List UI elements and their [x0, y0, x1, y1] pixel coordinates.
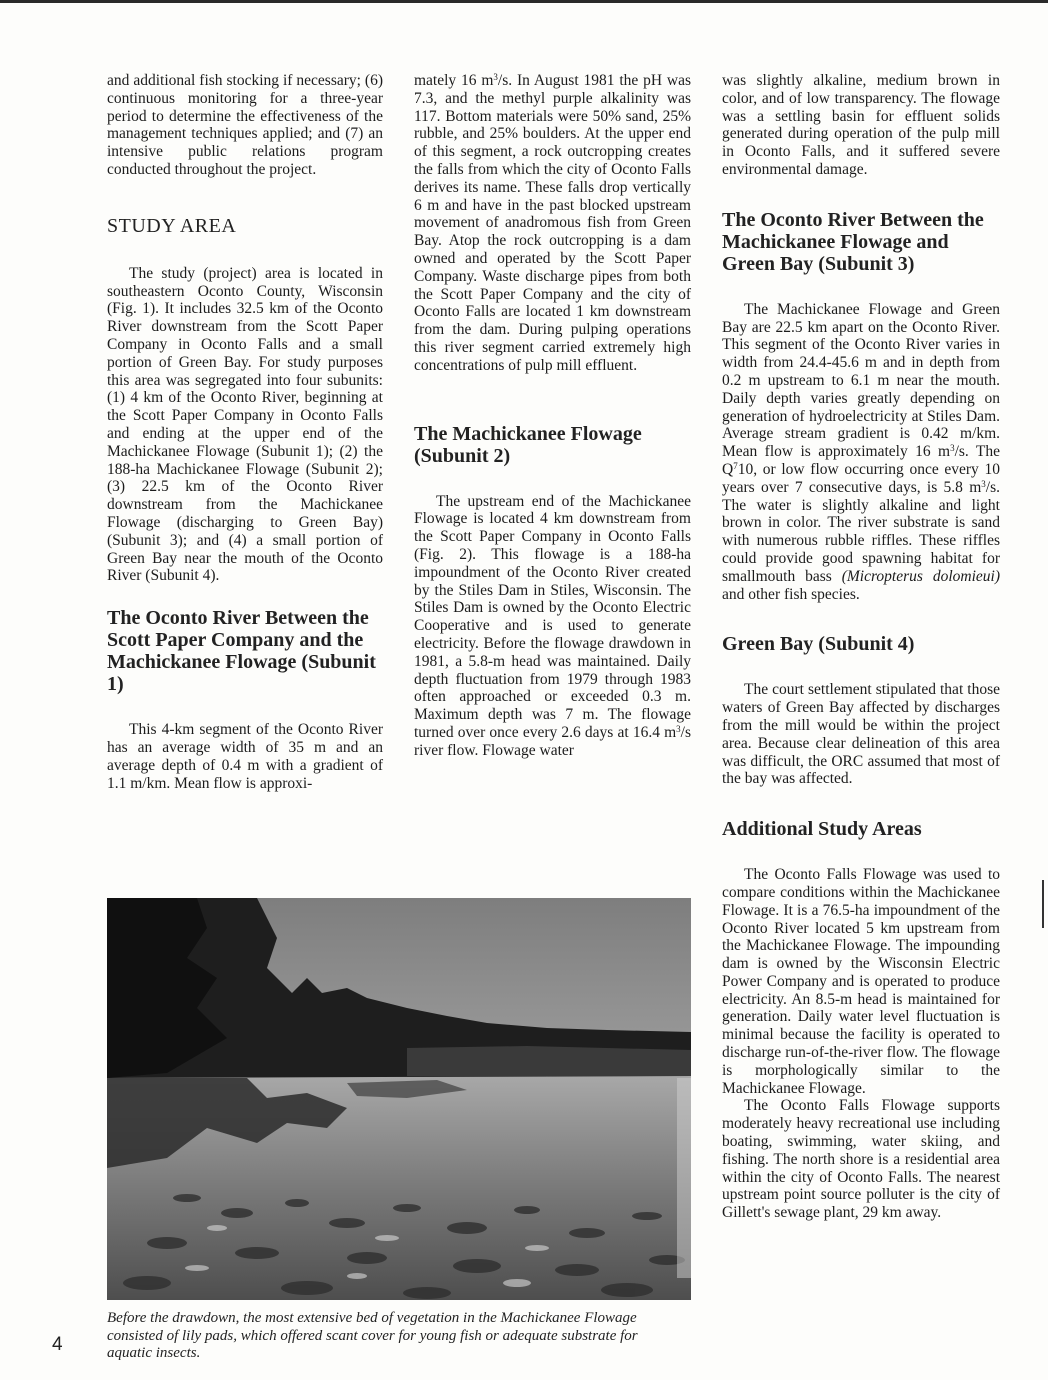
column-1 [107, 72, 383, 792]
paragraph-subunit-1: This 4-km segment of the Oconto River has an average width of 35 m and an average depth of 0.4 m with a gradient of 1.1 m/km. Mean flow is approxi- [107, 721, 383, 792]
paragraph-study-area: The study (project) area is located in southeastern Oconto County, Wisconsin (Fig. 1). It includes 32.5 km of the Oconto River downstream from the Scott Paper Company in Oconto Falls and a small portion of Green Bay. For study purposes this area was segregated into four subunits: (1) 4 km of the Oconto River, beginning at the Scott Paper Company in Oconto Falls and ending at the upper end of the Machickanee Flowage (Subunit 1); (2) the 188-ha Machickanee Flowage (Subunit 2); (3) 22.5 km of the Oconto River downstream from the Machickanee Flowage (discharging to Green Bay) (Subunit 3); and (4) a small portion of Green Bay near the mouth of the Oconto River (Subunit 4). [107, 264, 383, 585]
column-2 [414, 72, 691, 760]
flowage-photograph [107, 898, 691, 1300]
heading-additional-study-areas: Additional Study Areas [722, 818, 922, 841]
paragraph-subunit-2-continued: was slightly alkaline, medium brown in color, and of low transparency. The flowage was a settling basin for effluent solids generated during operation of the pulp mill in Oconto Falls, and it suffered severe environmental damage. [722, 72, 1000, 178]
paragraph-subunit-3: The Machickanee Flowage and Green Bay are 22.5 km apart on the Oconto River. This segment of the Oconto River varies in width from 24.4-45.6 m and in depth from 0.2 m upstream to 6.1 m near the mouth. Daily depth varies greatly depending on generation of hydroelectricity at Stiles Dam. Average stream gradient is 0.42 m/km. Mean flow is approximately 16 $m^3/s$. The $Q^710$, or low flow occurring once every 10 years over 7 consecutive days, is 5.8 $m^3/s$. The water is slightly alkaline and light brown in color. The river substrate is sand with numerous rubble riffles. These riffles could provide good spawning habitat for smallmouth bass (Micropterus dolomieui) and other fish species. [722, 300, 1001, 603]
heading-subunit-2: The Machickanee Flowage (Subunit 2) [414, 422, 642, 467]
paragraph-additional-2: The Oconto Falls Flowage supports moderately heavy recreational use including boating, swimming, water skiing, and fishing. The north shore is a residential area within the city of Oconto Falls. The nearest upstream point source polluter is the city of Gillett's sewage plant, 29 km away. [722, 1097, 1000, 1222]
paragraph-additional-1: The Oconto Falls Flowage was used to compare conditions within the Machickanee Flowage. It is a 76.5-ha impoundment of the Oconto River located 5 km upstream from the Machickanee Flowage. The impounding dam is owned by the Wisconsin Electric Power Company and is operated to produce electricity. An 8.5-m head is maintained for generation. Daily water level fluctuation is minimal because the facility is operated to discharge run-of-the-river flow. The flowage is morphologically similar to the Machickanee Flowage. [722, 866, 1000, 1097]
paragraph-subunit-4: The court settlement stipulated that those waters of Green Bay affected by discharges from the mill would be within the project area. Because clear delineation of this area was difficult, the ORC assumed that most of the bay was affected. [722, 681, 1000, 788]
paragraph-subunit-1-continued: mately 16 $m^3/s$. In August 1981 the pH was 7.3, and the methyl purple alkalinity was 117. Bottom materials were 50% sand, 25% rubble, and 25% boulders. At the upper end of this segment, a rock outcropping creates the falls from which the city of Oconto Falls derives its name. These falls drop vertically 6 m and have in the past blocked upstream movement of anadromous fish from Green Bay. Atop the rock outcropping is a dam owned and operated by the Scott Paper Company. Waste discharge pipes from both the Scott Paper Company and the city of Oconto Falls are located 1 km downstream from the dam. During pulping operations this river segment carried extremely high concentrations of pulp mill effluent. [414, 72, 691, 374]
top-rule [0, 0, 1048, 3]
heading-subunit-1: The Oconto River Between the Scott Paper Company and the Machickanee Flowage (Subunit 1) [107, 607, 376, 696]
paragraph-subunit-2: The upstream end of the Machickanee Flowage is located 4 km downstream from the Scott Paper Company in Oconto Falls (Fig. 2). This flowage is a 188-ha impoundment of the Oconto River created by the Stiles Dam in Stiles, Wisconsin. The Stiles Dam is owned by the Oconto Electric Cooperative and is used to generate electricity. Before the flowage drawdown in 1981, a 5.8-m head was maintained. Daily depth fluctuation from 1979 through 1983 often approached or exceeded 0.3 m. Maximum depth was 7 m. The flowage turned over once every 2.6 days at 16.4 $m^3/s$ river flow. Flowage water [414, 492, 691, 759]
heading-subunit-4: Green Bay (Subunit 4) [722, 633, 915, 656]
scan-edge-mark [1042, 880, 1044, 928]
heading-study-area: STUDY AREA [107, 214, 237, 237]
heading-subunit-3: The Oconto River Between the Machickanee Flowage and Green Bay (Subunit 3) [722, 208, 984, 275]
page-number: 4 [52, 1334, 63, 1355]
lake-lily-pads-image [107, 898, 691, 1300]
column-3 [722, 72, 1000, 1222]
paragraph-intro: and additional fish stocking if necessary; (6) continuous monitoring for a three-year period to determine the effectiveness of the management techniques applied; and (7) an intensive public relations program conducted throughout the project. [107, 72, 383, 178]
figure-caption: Before the drawdown, the most extensive bed of vegetation in the Machickanee Flowage consisted of lily pads, which offered scant cover for young fish or adequate substrate for aquatic insects. [107, 1310, 638, 1361]
